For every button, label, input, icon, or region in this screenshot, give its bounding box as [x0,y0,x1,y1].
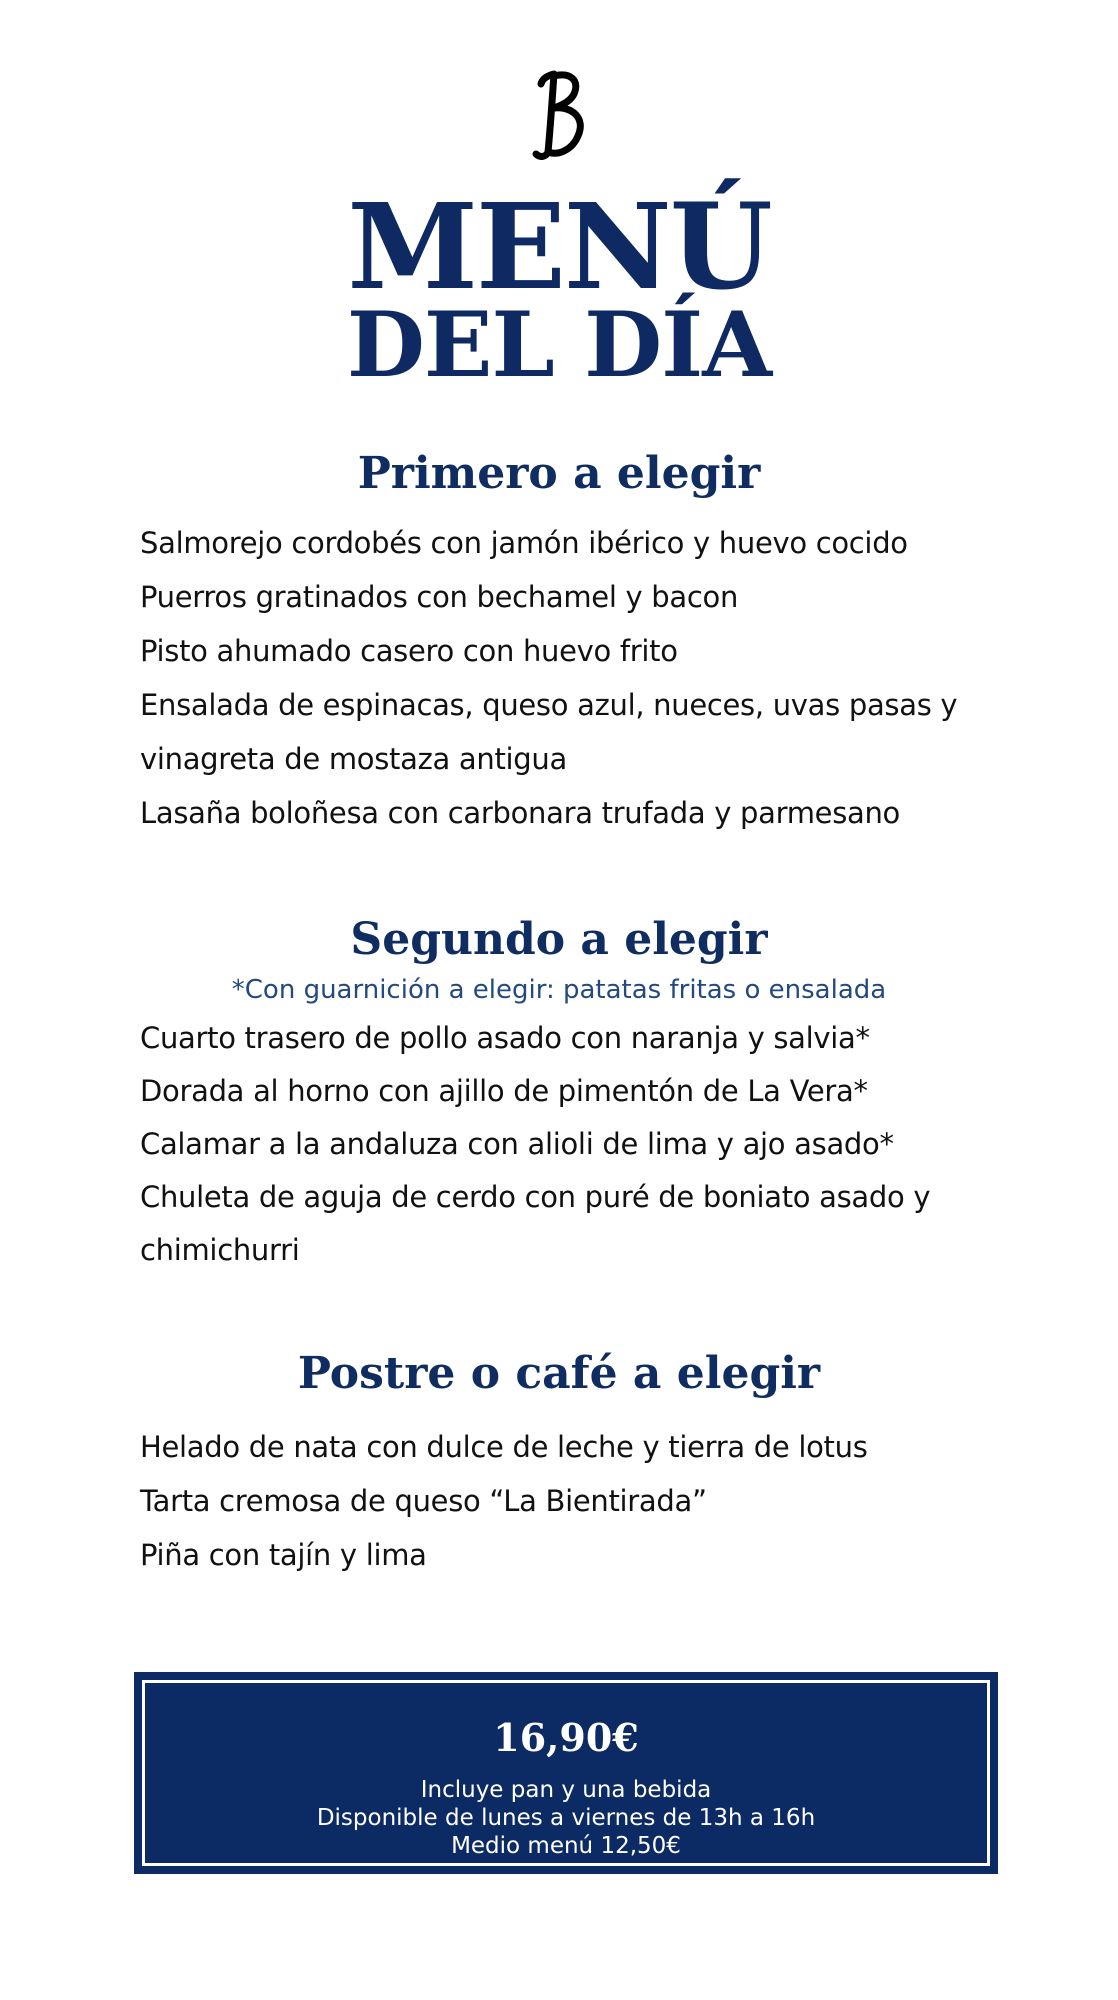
list-item: Salmorejo cordobés con jamón ibérico y huevo cocido [140,526,908,560]
list-item: Puerros gratinados con bechamel y bacon [140,580,739,614]
list-item: chimichurri [140,1233,300,1267]
postre-list [140,1420,1020,1582]
brand-logo-b-icon [524,62,594,162]
section-heading-segundo: Segundo a elegir [350,914,768,965]
menu-title-line2: DEL DÍA [346,292,772,398]
list-item: Lasaña boloñesa con carbonara trufada y parmesano [140,796,901,830]
price-box [134,1672,998,1874]
section-note-garnish: *Con guarnición a elegir: patatas fritas o ensalada [231,975,887,1005]
list-item: Dorada al horno con ajillo de pimentón de La Vera* [140,1074,868,1108]
menu-title-line1: MENÚ [347,177,771,316]
list-item: Helado de nata con dulce de leche y tierra de lotus [140,1430,868,1464]
section-heading-postre: Postre o café a elegir [297,1348,821,1399]
segundo-list [140,1012,1020,1277]
brand-logo [0,62,1118,162]
section-heading-primero: Primero a elegir [357,448,761,499]
list-item: vinagreta de mostaza antigua [140,742,567,776]
list-item: Tarta cremosa de queso “La Bientirada” [140,1484,707,1518]
list-item: Chuleta de aguja de cerdo con puré de boniato asado y [140,1180,931,1214]
price-box-border [142,1680,990,1866]
list-item: Ensalada de espinacas, queso azul, nueces, uvas pasas y [140,688,958,722]
price-includes-text: Incluye pan y una bebida [420,1777,712,1803]
menu-price: 16,90€ [493,1715,639,1760]
list-item: Piña con tajín y lima [140,1538,427,1572]
list-item: Pisto ahumado casero con huevo frito [140,634,678,668]
list-item: Calamar a la andaluza con alioli de lima y ajo asado* [140,1127,894,1161]
price-half-menu-text: Medio menú 12,50€ [451,1833,681,1859]
price-availability-text: Disponible de lunes a viernes de 13h a 16h [316,1805,816,1831]
primero-list [140,516,1020,840]
list-item: Cuarto trasero de pollo asado con naranja y salvia* [140,1021,870,1055]
